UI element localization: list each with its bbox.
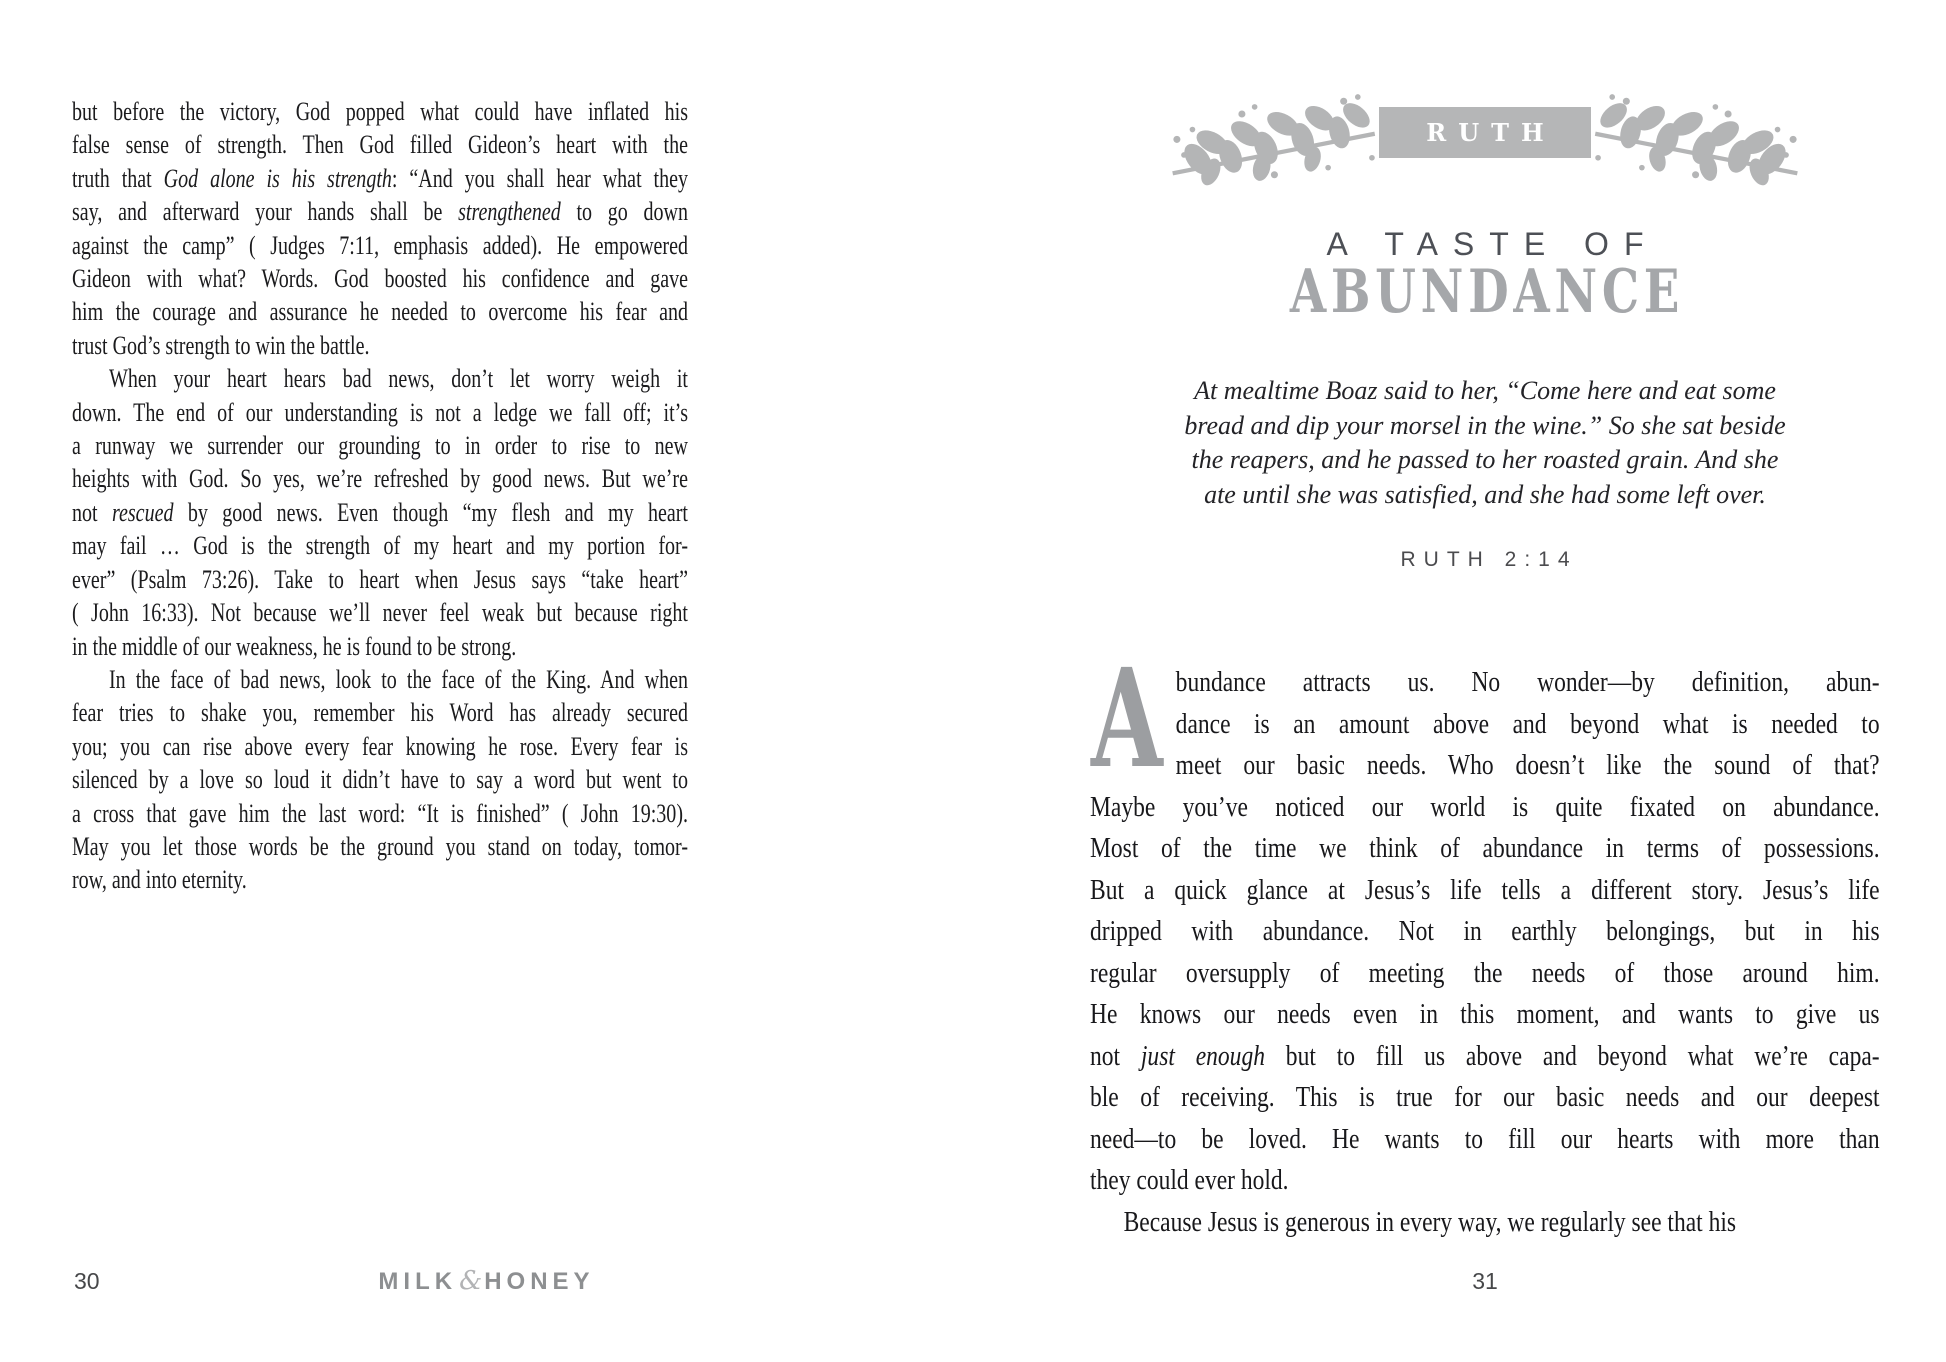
text-line: Because Jesus is generous in every way, we regularly see that his	[1123, 1206, 1737, 1238]
text-line: bread and dip your morsel in the wine.” So she sat beside	[1184, 410, 1786, 440]
text-line: ( John 16:33). Not because we’ll never feel weak but because right	[72, 598, 688, 628]
text-line: He knows our needs even in this moment, and wants to give us	[1090, 999, 1880, 1030]
text-line: But a quick glance at Jesus’s life tells a different story. Jesus’s life	[1090, 874, 1880, 906]
text-line: heights with God. So yes, we’re refreshed by good news. But we’re	[72, 464, 688, 494]
chapter-title-wrap	[1090, 257, 1880, 327]
text-line: silenced by a love so loud it didn’t have to say a word but went to	[72, 765, 688, 795]
text-line: dance is an amount above and beyond what is needed to	[1175, 708, 1880, 740]
footer-brand-word1: MILK	[378, 1268, 458, 1295]
text-line: false sense of strength. Then God filled Gideon’s heart with the	[72, 130, 688, 160]
text-line: meet our basic needs. Who doesn’t like the sound of that?	[1175, 750, 1880, 781]
text-line: may fail … God is the strength of my heart and my portion for-	[72, 531, 688, 561]
text-line: truth that God alone is his strength: “And you shall hear what they	[72, 163, 689, 193]
footer-brand-word2: HONEY	[484, 1268, 595, 1295]
text-line: say, and afterward your hands shall be strengthened to go down	[72, 197, 688, 227]
text-line: against the camp” ( Judges 7:11, emphasis added). He empowered	[72, 230, 688, 260]
text-line: a runway we surrender our grounding to in order to rise to new	[72, 431, 688, 461]
text-line: ate until she was satisfied, and she had some left over.	[1204, 479, 1766, 509]
text-line: in the middle of our weakness, he is found to be strong.	[72, 631, 517, 661]
text-line: May you let those words be the ground you stand on today, tomor-	[72, 831, 688, 861]
text-line: In the face of bad news, look to the face of the King. And when	[108, 664, 688, 694]
text-line: ble of receiving. This is true for our basic needs and our deepest	[1090, 1082, 1880, 1113]
text-line: ever” (Psalm 73:26). Take to heart when Jesus says “take heart”	[72, 564, 688, 594]
text-line: fear tries to shake you, remember his Word has already secured	[72, 698, 688, 728]
text-line: When your heart hears bad news, don’t let worry weigh it	[108, 364, 688, 394]
text-line: a cross that gave him the last word: “It is finished” ( John 19:30).	[72, 798, 688, 828]
chapter-kicker: A TASTE OF	[1326, 226, 1659, 262]
book-name-banner-label: RUTH	[1426, 117, 1556, 147]
scripture-reference: RUTH 2:14	[1400, 548, 1578, 571]
text-line: At mealtime Boaz said to her, “Come here and eat some	[1194, 376, 1776, 405]
right-page-body-text	[1090, 662, 1880, 1243]
text-line: him the courage and assurance he needed to overcome his fear and	[72, 297, 688, 327]
right-page	[973, 0, 1946, 1362]
text-line: you; you can rise above every fear knowing he rose. Every fear is	[72, 731, 688, 761]
book-name-banner	[1379, 107, 1591, 158]
text-line: Gideon with what? Words. God boosted his confidence and gave	[72, 264, 688, 294]
laurel-ornament-left	[1167, 72, 1379, 204]
text-line: need—to be loved. He wants to fill our hearts with more than	[1090, 1123, 1880, 1155]
text-line: Maybe you’ve noticed our world is quite fixated on abundance.	[1090, 791, 1880, 823]
text-line: the reapers, and he passed to her roasted grain. And she	[1191, 445, 1779, 474]
text-line: they could ever hold.	[1090, 1165, 1289, 1196]
text-line: not just enough but to fill us above and beyond what we’re capa-	[1090, 1040, 1880, 1072]
chapter-title: ABUNDANCE	[1290, 257, 1685, 327]
text-line: but before the victory, God popped what could have inflated his	[72, 97, 688, 126]
text-line: dripped with abundance. Not in earthly belongings, but in his	[1090, 916, 1880, 947]
book-title-footer	[0, 1266, 973, 1296]
text-line: bundance attracts us. No wonder—by definition, abun-	[1175, 667, 1880, 698]
laurel-ornament-right	[1591, 72, 1803, 204]
right-page-number: 31	[1472, 1268, 1498, 1294]
text-line: down. The end of our understanding is not a ledge we fall off; it’s	[72, 397, 688, 427]
drop-cap: A	[1091, 639, 1163, 799]
text-line: not rescued by good news. Even though “my flesh and my heart	[72, 497, 688, 527]
text-line: trust God’s strength to win the battle.	[72, 330, 370, 360]
scripture-quote	[1090, 374, 1880, 512]
left-page-body-text	[72, 95, 688, 897]
chapter-header-ornament	[1090, 72, 1880, 204]
text-line: row, and into eternity.	[72, 865, 247, 895]
footer-brand-ampersand: &	[459, 1266, 483, 1296]
text-line: Most of the time we think of abundance in terms of possessions.	[1090, 833, 1880, 864]
text-line: regular oversupply of meeting the needs of those around him.	[1090, 957, 1880, 989]
left-page-number: 30	[74, 1268, 100, 1294]
